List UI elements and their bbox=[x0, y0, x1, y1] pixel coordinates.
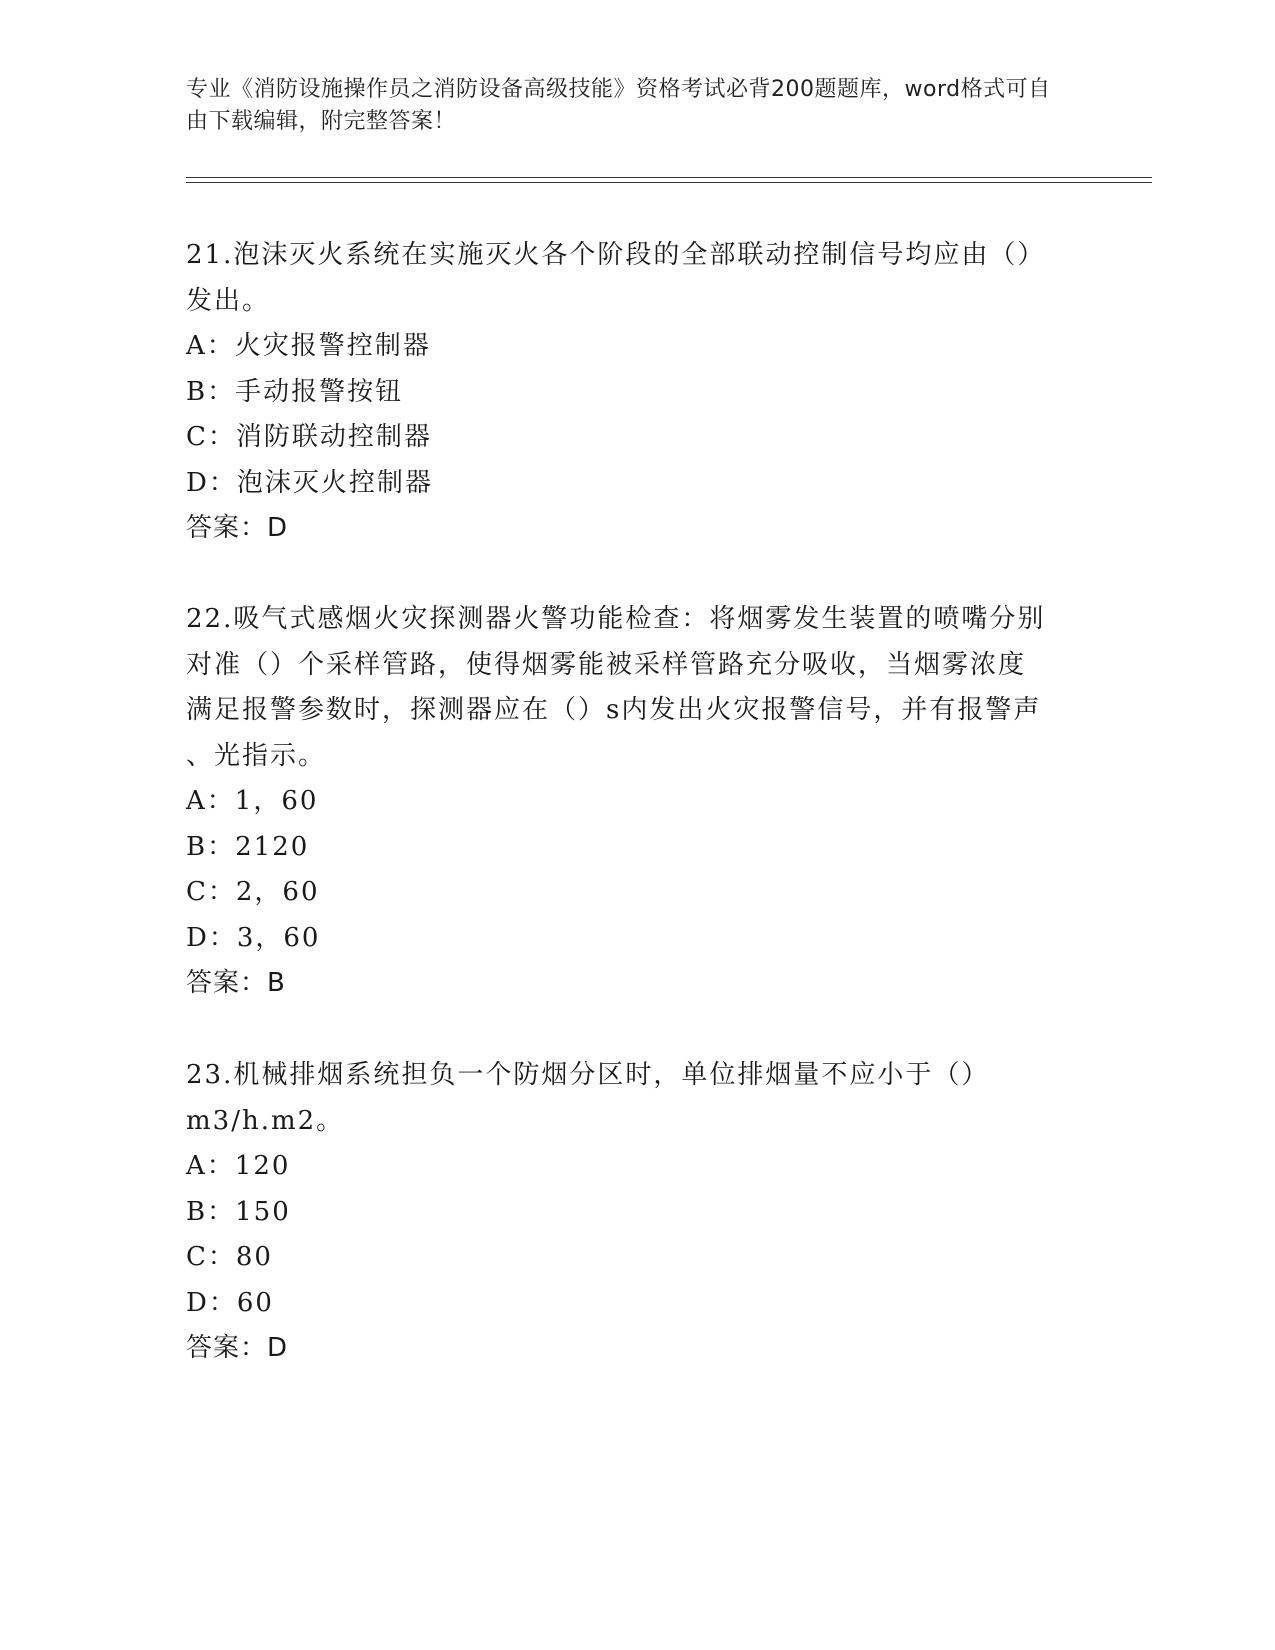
answer: 答案：B bbox=[186, 968, 286, 998]
option-d: D：泡沫灭火控制器 bbox=[186, 467, 433, 498]
option-d: D：60 bbox=[186, 1287, 274, 1318]
question-stem-line: 、光指示。 bbox=[186, 740, 327, 771]
option-a: A：120 bbox=[186, 1151, 291, 1181]
question-stem-line: m3/h.m2。 bbox=[186, 1105, 345, 1136]
question-stem-line: 23.机械排烟系统担负一个防烟分区时，单位排烟量不应小于（） bbox=[186, 1060, 990, 1090]
header-rule-top bbox=[186, 177, 1152, 178]
option-c: C：2，60 bbox=[186, 877, 320, 907]
answer: 答案：D bbox=[186, 1333, 289, 1363]
option-b: B：2120 bbox=[186, 831, 310, 862]
option-a: A：火灾报警控制器 bbox=[186, 331, 431, 361]
answer: 答案：D bbox=[186, 513, 289, 543]
question-stem-line: 对准（）个采样管路，使得烟雾能被采样管路充分吸收，当烟雾浓度 bbox=[186, 649, 1027, 680]
option-d: D：3，60 bbox=[186, 922, 321, 953]
question-stem-line: 发出。 bbox=[186, 285, 271, 316]
question-23 bbox=[186, 1053, 1086, 1372]
document-header: 专业《消防设施操作员之消防设备高级技能》资格考试必背200题题库，word格式可自由下载编辑，附完整答案！ bbox=[186, 77, 1051, 134]
question-stem-line: 21.泡沫灭火系统在实施灭火各个阶段的全部联动控制信号均应由（） bbox=[186, 240, 1046, 270]
option-b: B：150 bbox=[186, 1196, 291, 1227]
question-stem-line: 22.吸气式感烟火灾探测器火警功能检查：将烟雾发生装置的喷嘴分别 bbox=[186, 604, 1046, 634]
question-stem-line: 满足报警参数时，探测器应在（）s内发出火灾报警信号，并有报警声 bbox=[186, 695, 1042, 725]
question-21 bbox=[186, 233, 1086, 552]
option-a: A：1，60 bbox=[186, 786, 319, 816]
question-22 bbox=[186, 597, 1086, 1007]
option-c: C：消防联动控制器 bbox=[186, 422, 432, 452]
option-b: B：手动报警按钮 bbox=[186, 376, 404, 407]
header-rule-bottom bbox=[186, 182, 1152, 183]
option-c: C：80 bbox=[186, 1242, 273, 1272]
